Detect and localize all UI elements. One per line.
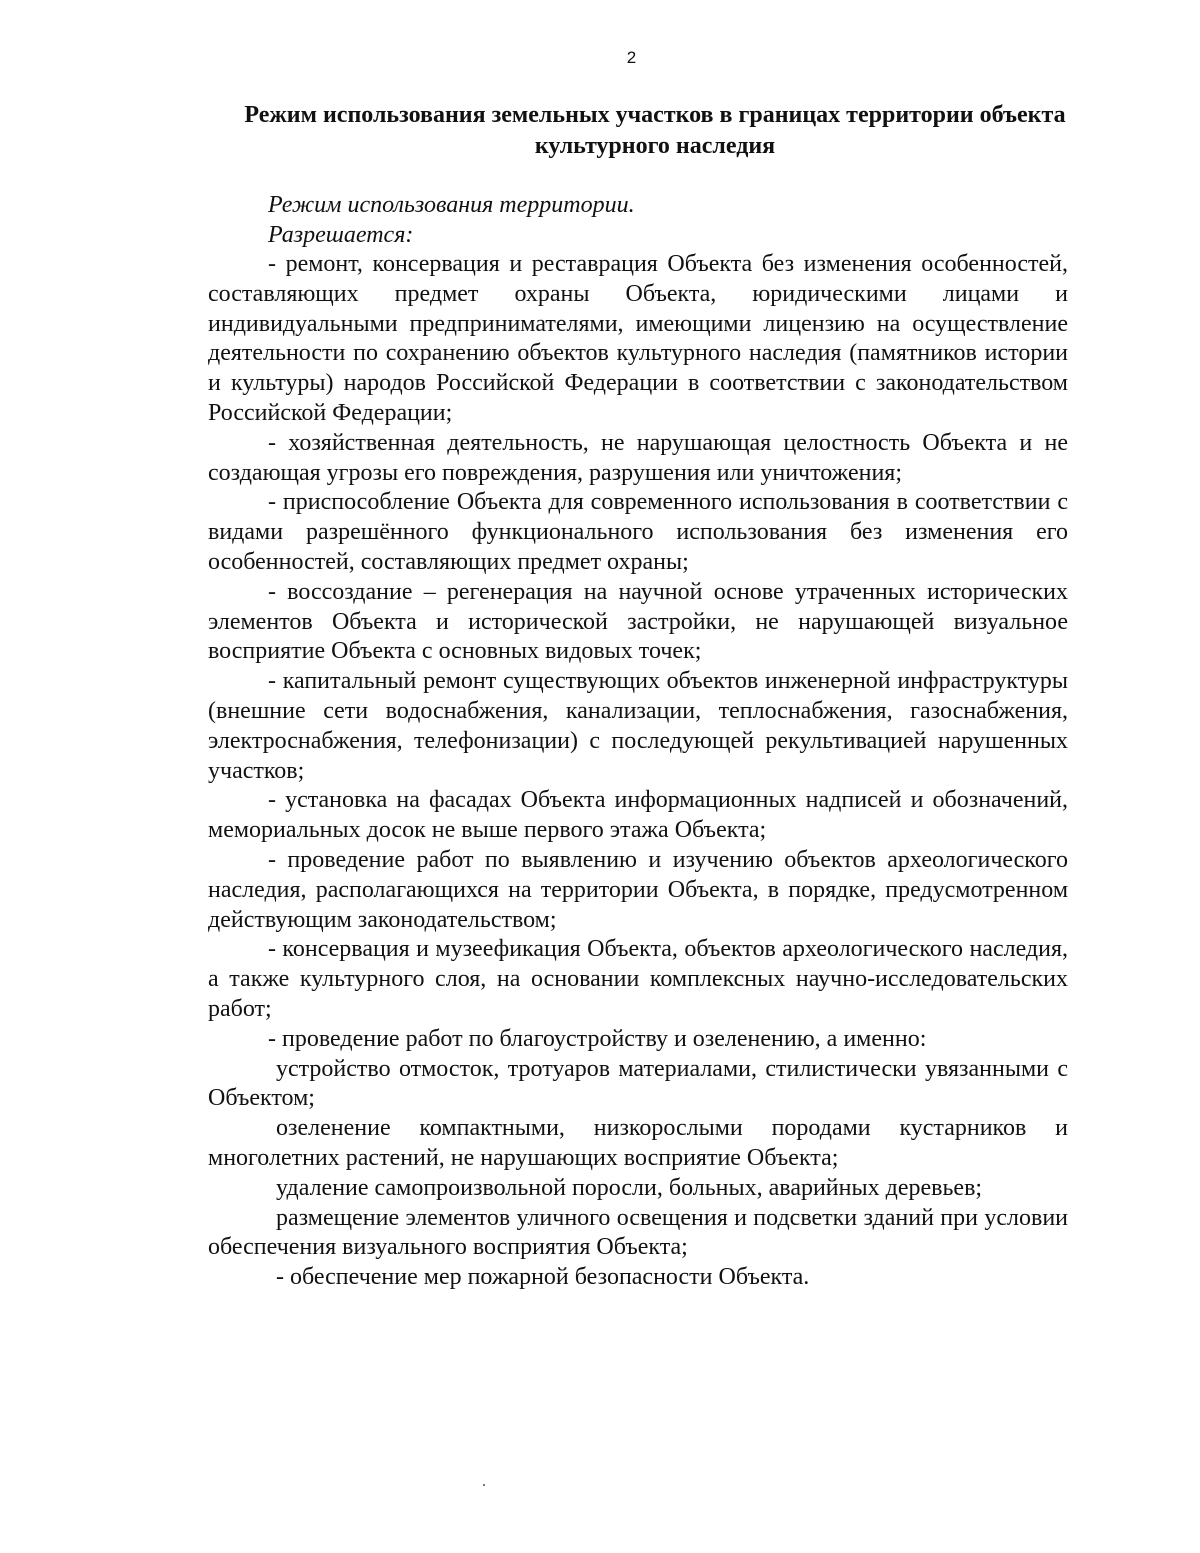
list-item: - проведение работ по выявлению и изучению объектов археологического наследия, располагающихся на территории Объекта, в порядке, предусмотренном действующим законодательством; [208,846,1068,933]
intro-heading: Режим использования территории. [268,192,635,218]
list-item: - ремонт, консервация и реставрация Объекта без изменения особенностей, составляющих предмет охраны Объекта, юридическими лицами и индивидуальными предпринимателями, имеющими лицензию на осуществление деятельности по сохранению объектов культурного наследия (памятников истории и культуры) народов Российской Федерации в соответствии с законодательством Российской Федерации; [208,251,1068,426]
sub-list-item: удаление самопроизвольной поросли, больных, аварийных деревьев; [276,1174,983,1201]
list-item: - хозяйственная деятельность, не нарушающая целостность Объекта и не создающая угрозы его повреждения, разрушения или уничтожения; [208,429,1068,486]
list-item: - установка на фасадах Объекта информационных надписей и обозначений, мемориальных досок не выше первого этажа Объекта; [208,787,1068,844]
document-body [208,250,1068,1293]
document-title: Режим использования земельных участков в границах территории объекта культурного наследия [244,102,1066,159]
sub-list-item: озеленение компактными, низкорослыми породами кустарников и многолетних растений, не нарушающих восприятие Объекта; [208,1115,1068,1171]
scan-speck [483,1484,485,1486]
list-item: - проведение работ по благоустройству и озеленению, а именно: [268,1025,927,1052]
page-number: 2 [626,48,637,67]
list-item: - воссоздание – регенерация на научной основе утраченных исторических элементов Объекта и исторической застройки, не нарушающей визуальное восприятие Объекта с основных видовых точек; [208,578,1068,665]
list-item: - капитальный ремонт существующих объектов инженерной инфраструктуры (внешние сети водоснабжения, канализации, теплоснабжения, газоснабжения, электроснабжения, телефонизации) с последующей рекультивацией нарушенных участков; [208,668,1068,784]
sub-list-item: размещение элементов уличного освещения и подсветки зданий при условии обеспечения визуального восприятия Объекта; [208,1204,1068,1261]
list-item: - консервация и музеефикация Объекта, объектов археологического наследия, а также культурного слоя, на основании комплексных научно-исследовательских работ; [208,936,1068,1022]
sub-list-item: устройство отмосток, тротуаров материалами, стилистически увязанными с Объектом; [208,1055,1068,1112]
intro-permitted-label: Разрешается: [268,222,414,248]
list-item: - обеспечение мер пожарной безопасности Объекта. [276,1264,810,1291]
list-item: - приспособление Объекта для современного использования в соответствии с видами разрешённого функционального использования без изменения его особенностей, составляющих предмет охраны; [208,489,1068,575]
